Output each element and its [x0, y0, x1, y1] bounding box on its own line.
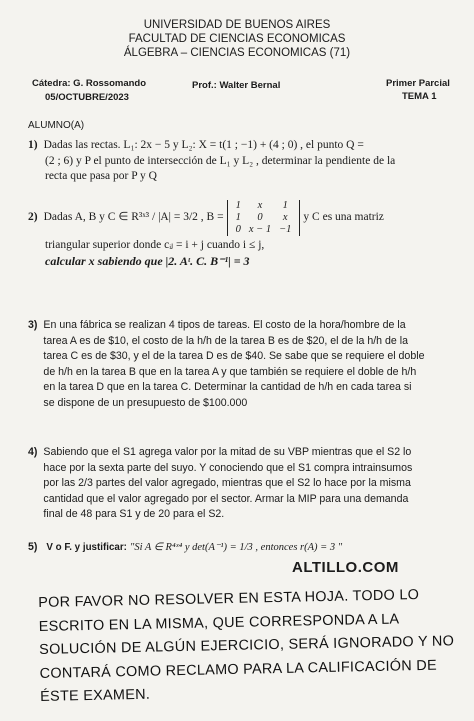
warning-notice	[38, 583, 460, 709]
question-4	[28, 445, 456, 523]
warning-line: CONTARÁ COMO RECLAMO PARA LA CALIFICACIÓN DE	[39, 657, 438, 682]
warning-line: SOLUCIÓN DE ALGÚN EJERCICIO, SERÁ IGNORADO Y NO	[39, 633, 455, 658]
question-5-number: 5)	[28, 541, 38, 553]
question-4-number: 4)	[28, 446, 38, 458]
question-3-line: se dispone de un presupuesto de $100.000	[43, 396, 248, 409]
exam-date: 05/OCTUBRE/2023	[45, 92, 129, 103]
course-title: ÁLGEBRA – CIENCIAS ECONOMICAS (71)	[123, 47, 351, 59]
matrix-cell: −1	[279, 224, 292, 235]
question-2-tail: y C es una matriz	[303, 211, 384, 224]
university-title: UNIVERSIDAD DE BUENOS AIRES	[143, 19, 331, 31]
tema-label: TEMA 1	[402, 91, 437, 102]
question-1	[28, 138, 456, 185]
question-3-line: En una fábrica se realizan 4 tipos de tareas. El costo de la hora/hombre de la	[43, 319, 406, 331]
question-2-line-2: triangular superior donde cᵢⱼ = i + j cuando i ≤ j,	[45, 239, 265, 251]
warning-line: ÉSTE EXAMEN.	[40, 686, 151, 705]
question-3	[28, 318, 456, 411]
question-2-line-3: calcular x sabiendo que |2. Aᵗ. C. B⁻¹| = 3	[45, 253, 250, 268]
question-4-line: final de 48 para S1 y de 20 para el S2.	[43, 508, 225, 520]
question-3-line: tarea A es de $10, el costo de la h/h de la tarea B es de $20, el de la h/h de la	[43, 334, 408, 347]
question-4-line: cantidad que el valor agregado por el sector. Armar la MIP para una demanda	[43, 492, 409, 505]
professor-label: Prof.: Walter Bernal	[192, 80, 281, 91]
question-5	[28, 540, 456, 556]
question-4-line: hace por la sexta parte del suyo. Y conociendo que el S1 compra intrainsumos	[43, 461, 413, 474]
matrix-cell: 0	[235, 224, 241, 235]
question-1-line-1: Dadas las rectas. L₁: 2x − 5 y L₂: X = t(1 ; −1) + (4 ; 0) , el punto Q =	[43, 139, 364, 151]
question-5-lead: V o F. y justificar:	[46, 542, 127, 553]
warning-line: ESCRITO EN LA MISMA, QUE CORRESPONDA A LA	[38, 610, 400, 635]
catedra-label: Cátedra: G. Rossomando	[32, 78, 147, 89]
question-4-line: por las 2/3 partes del valor agregado, mientras que el S2 lo hace por la misma	[43, 477, 411, 489]
question-5-text: "Si A ∈ R⁴ˣ⁴ y det(A⁻¹) = 1/3 , entonces r(A) = 3 "	[129, 542, 343, 553]
question-3-line: de h/h en la tarea B que en la tarea A y que también se requiere el doble de h/h	[43, 365, 417, 378]
matrix-b	[227, 200, 301, 236]
matrix-cell: x − 1	[248, 224, 272, 235]
brand-watermark: ALTILLO.COM	[292, 559, 399, 576]
matrix-cell: x	[282, 212, 288, 223]
exam-type: Primer Parcial	[386, 78, 450, 89]
question-1-line-3: recta que pasa por P y Q	[45, 170, 157, 182]
student-name-label: ALUMNO(A)	[28, 120, 85, 131]
faculty-title: FACULTAD DE CIENCIAS ECONOMICAS	[128, 33, 346, 45]
question-2-lead: Dadas A, B y C ∈ R³ˣ³ / |A| = 3/2 , B =	[43, 211, 224, 224]
question-3-number: 3)	[28, 319, 38, 331]
question-1-line-2: (2 ; 6) y P el punto de intersección de L₁ y L₂ , determinar la pendiente de la	[45, 154, 396, 167]
matrix-cell: 0	[257, 212, 263, 223]
question-2	[28, 200, 456, 269]
question-1-number: 1)	[28, 139, 38, 151]
warning-line: POR FAVOR NO RESOLVER EN ESTA HOJA. TODO LO	[38, 587, 420, 611]
question-2-number: 2)	[28, 211, 38, 224]
question-4-line: Sabiendo que el S1 agrega valor por la mitad de su VBP mientras que el S2 lo	[43, 446, 412, 458]
question-3-line: en la tarea D que en la tarea C. Determinar la cantidad de h/h en cada tarea si	[43, 381, 412, 393]
matrix-cell: 1	[235, 200, 241, 211]
matrix-cell: 1	[282, 200, 288, 211]
matrix-cell: 1	[235, 212, 241, 223]
matrix-cell: x	[257, 200, 263, 211]
question-3-line: tarea C es de $30, y el de la tarea D es de $40. Se sabe que se requiere el doble	[43, 350, 425, 362]
